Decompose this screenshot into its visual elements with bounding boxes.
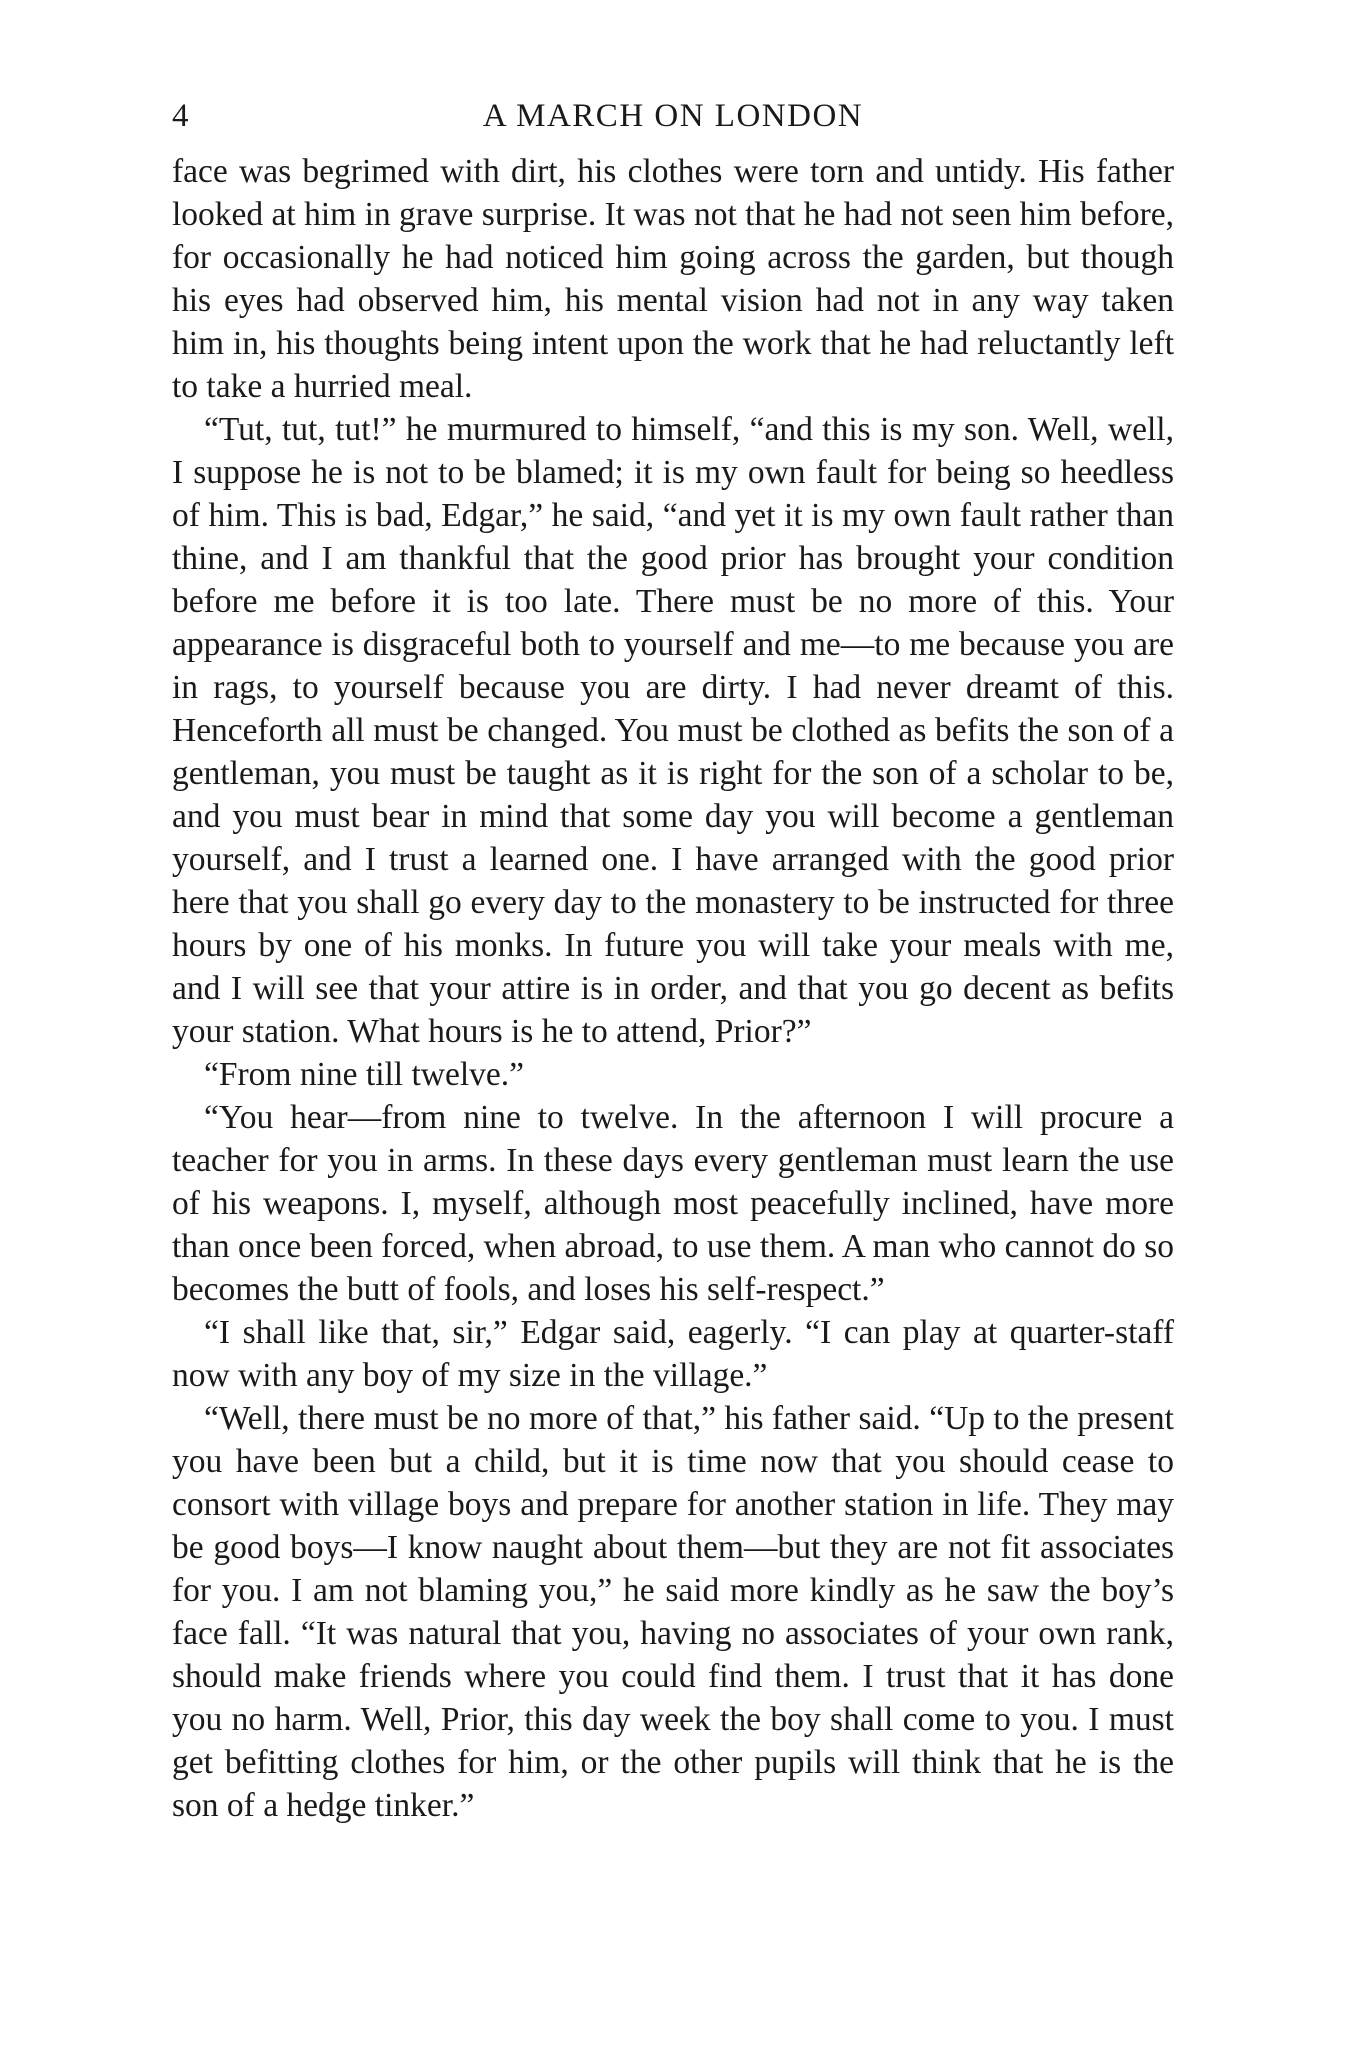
running-head [172,92,1174,140]
paragraph: face was begrimed with dirt, his clothes were torn and untidy. His father looked at him in grave surprise. It was not that he had not seen him before, for occasionally he had noticed him going across the garden, but though his eyes had observed him, his mental vision had not in any way taken him in, his thoughts being intent upon the work that he had reluctantly left to take a hurried meal. [172,153,1174,405]
book-page [172,92,1174,1827]
page-number: 4 [172,98,189,134]
paragraph: “I shall like that, sir,” Edgar said, eagerly. “I can play at quarter-staff now with any boy of my size in the village.” [172,1314,1174,1394]
running-title: A MARCH ON LONDON [482,98,864,134]
paragraph: “Tut, tut, tut!” he murmured to himself, “and this is my son. Well, well, I suppose he is not to be blamed; it is my own fault for being so heedless of him. This is bad, Edgar,” he said, “and yet it is my own fault rather than thine, and I am thankful that the good prior has brought your condition before me before it is too late. There must be no more of this. Your appearance is disgraceful both to yourself and me—to me because you are in rags, to yourself because you are dirty. I had never dreamt of this. Henceforth all must be changed. You must be clothed as befits the son of a gentleman, you must be taught as it is right for the son of a scholar to be, and you must bear in mind that some day you will become a gentleman yourself, and I trust a learned one. I have arranged with the good prior here that you shall go every day to the monastery to be instructed for three hours by one of his monks. In future you will take your meals with me, and I will see that your attire is in order, and that you go decent as befits your station. What hours is he to attend, Prior?” [172,411,1174,1050]
body-text [172,150,1174,1827]
paragraph: “You hear—from nine to twelve. In the afternoon I will procure a teacher for you in arms. In these days every gentleman must learn the use of his weapons. I, myself, although most peacefully inclined, have more than once been forced, when abroad, to use them. A man who cannot do so becomes the butt of fools, and loses his self-respect.” [172,1099,1174,1308]
paragraph: “From nine till twelve.” [204,1056,525,1093]
paragraph: “Well, there must be no more of that,” his father said. “Up to the present you have been but a child, but it is time now that you should cease to consort with village boys and prepare for another station in life. They may be good boys—I know naught about them—but they are not fit associates for you. I am not blaming you,” he said more kindly as he saw the boy’s face fall. “It was natural that you, having no associates of your own rank, should make friends where you could find them. I trust that it has done you no harm. Well, Prior, this day week the boy shall come to you. I must get befitting clothes for him, or the other pupils will think that he is the son of a hedge tinker.” [172,1400,1174,1824]
